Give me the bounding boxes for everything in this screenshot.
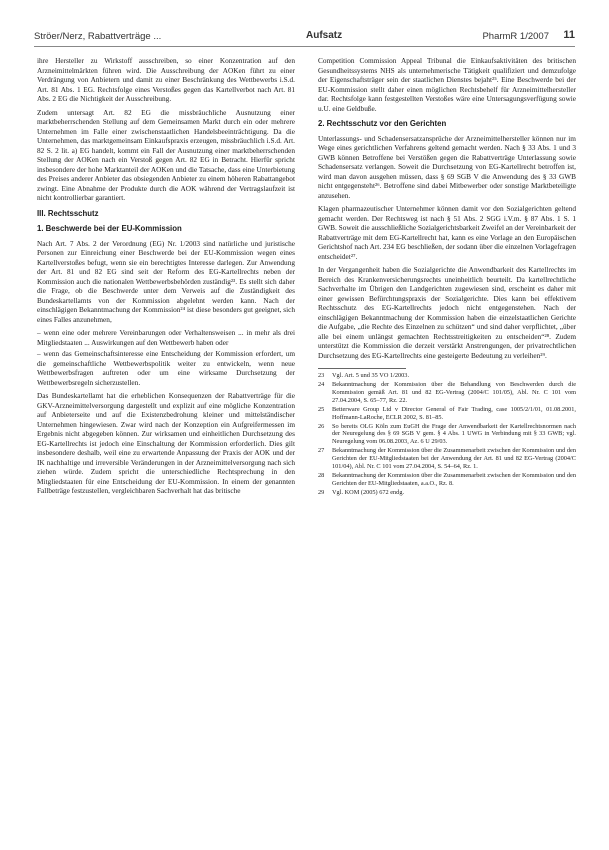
footnote-number: 26 xyxy=(318,422,325,430)
footnote xyxy=(318,406,576,421)
footnote xyxy=(318,381,576,404)
paragraph: ihre Hersteller zu Wirkstoff ausschreiben, so einer Konzentration auf den Arzneimittelmärkten führen wird. Die Ausschreibung der AOKen führt zu einer Verdrängung von Anbietern und damit zu einer Beschränkung des Wettbewerbs i.S.d. Art. 81 Abs. 1 EG. Rechtsfolge eines Verstoßes gegen das Kartellverbot nach Art. 81 Abs. 2 EG die Nichtigkeit der Ausschreibung. xyxy=(37,56,295,103)
footnote-number: 25 xyxy=(318,405,325,413)
page-number: 11 xyxy=(563,29,575,41)
section-heading: III. Rechtsschutz xyxy=(37,208,99,218)
footnote-text: Vgl. KOM (2005) 672 endg. xyxy=(332,488,405,496)
list-item: – wenn das Gemeinschaftsinteresse eine Entscheidung der Kommission erfordert, um die gemeinschaftliche Wettbewerbspolitik weiter zu entwickeln, wenn neue Wettbewerbsfragen auftreten oder um eine wirksame Durchsetzung der Wettbewerbsregeln sicherzustellen. xyxy=(37,349,295,387)
paragraph: Competition Commission Appeal Tribunal die Einkaufsaktivitäten des britischen Gesundheitssystems NHS als unternehmerische Tätigkeit qualifiziert und demzufolge der Eigenschaftsträger sein der staatlichen Dienstes bejaht²⁵. Eine Beschwerde bei der EU-Kommission stellt daher einen möglichen Rechtsbehelf für Arzneimittelhersteller dar. Rechtsfolge kann festgestellten Verstoßes wäre eine Untersagungsverfügung sowie u.U. eine Geldbuße. xyxy=(318,56,576,113)
left-column xyxy=(37,56,295,500)
paragraph: Nach Art. 7 Abs. 2 der Verordnung (EG) Nr. 1/2003 sind natürliche und juristische Personen zur Einreichung einer Beschwerde bei der EU-Kommission wegen eines Kartellverstoßes befugt, wenn sie ein berechtigtes Interesse darlegen. Zur Anwendung der Art. 81 und 82 EG sind seit der Reform des EG-Kartellrechts neben der Kommission auch die nationalen Wettbewerbsbehörden zuständig²³. Es stellt sich daher die Frage, ob die Beschwerde unter dem Verweis auf die Zuständigkeit des Bundeskartellamts von der Kommission abgelehnt werden kann. Nach der einschlägigen Bekanntmachung der Kommission²⁴ ist diese besonders gut geeignet, sich eines Falles anzunehmen, xyxy=(37,238,295,324)
footnote-text: Bekanntmachung der Kommission über die Behandlung von Beschwerden durch die Kommission gemäß Art. 81 und 82 EG-Vertrag (2004/C 101/05), Abl. Nr. C 101 vom 27.04.2004, S. 65–77, Rz. 22. xyxy=(332,381,576,404)
footnote xyxy=(318,447,576,470)
footnote-number: 23 xyxy=(318,372,325,379)
list-item: – wenn eine oder mehrere Vereinbarungen oder Verhaltensweisen ... in mehr als drei Mitgliedstaaten ... Auswirkungen auf den Wettbewerb haben oder xyxy=(37,328,295,347)
footnote xyxy=(318,372,576,380)
footnote-text: Vgl. Art. 5 und 35 VO 1/2003. xyxy=(332,372,410,379)
footnote xyxy=(318,489,576,497)
header-issue: PharmR 1/2007 xyxy=(482,31,549,42)
footnote-number: 27 xyxy=(318,447,325,455)
paragraph: Das Bundeskartellamt hat die erheblichen Konsequenzen der Rabattverträge für die GKV-Arzneimittelversorgung dargestellt und explizit auf eine mögliche Konzentration auf Anbieterseite und auf die Existenzbedrohung kleiner und mittelständischer Unternehmen hingewiesen. Zwar wird nach der Konzeption ein Aufgreifermessen im Ergebnis nicht abgegeben können. Zur wirksamen und einheitlichen Durchsetzung des EG-Kartellrechts ist jedoch eine Einschaltung der Kommission erforderlich. Dies gilt insbesondere deshalb, weil eine zu erwartende Anpassung der Praxis der AOK und der IK nachhaltige und irreversible Veränderungen in der Arzneimittelversorgung nach sich ziehen würde. Zudem spricht die unterschiedliche Rechtsprechung in den Mitgliedstaaten für eine Entscheidung der EU-Kommission. In einem der genannten Fallbeträge festzustellen, vergleichbaren Sachverhalt hat das britische xyxy=(37,391,295,495)
footnote-divider xyxy=(318,368,406,369)
footnote-text: Bekanntmachung der Kommission über die Zusammenarbeit zwischen der Kommission und den Gerichten der EU-Mitgliedstaaten bei der Anwendung der Art. 81 und 82 EG-Vertrag (2004/C 101/04), Abl. Nr. C 101 vom 27.04.2004, S. 54–64, Rz. 1. xyxy=(332,447,576,470)
header-section: Aufsatz xyxy=(306,30,343,41)
footnote-number: 29 xyxy=(318,488,325,496)
header-authors: Ströer/Nerz, Rabattverträge ... xyxy=(34,31,162,42)
right-column xyxy=(318,56,576,498)
running-header xyxy=(34,28,575,47)
paragraph: Unterlassungs- und Schadensersatzansprüche der Arzneimittelhersteller können nur im Wege eines gerichtlichen Verfahrens geltend gemacht werden. Nach § 33 Abs. 1 und 3 GWB können Betroffene bei Verstößen gegen die Rabattverträge Unterlassung sowie Schadensersatz verlangen. Soweit die Durchsetzung von EG-Kartellrecht betroffen ist, wird man davon ausgehen müssen, dass § 69 SGB V die Anwendung des § 33 GWB nicht entgegensteht²⁶. Betroffene sind dabei Mitbewerber oder sonstige Marktbeteiligte anzusehen. xyxy=(318,133,576,200)
paragraph: Klagen pharmazeutischer Unternehmer können damit vor den Sozialgerichten geltend gemacht werden. Der Rechtsweg ist nach § 51 Abs. 2 SGG i.V.m. § 87 Abs. 1 S. 1 GWB. Soweit die ausschließliche Sozialgerichtsbarkeit Zweifel an der Vereinbarkeit der Rabattverträge mit dem EG-Kartellrecht hat, kann es eine Vorlage an den Europäischen Gerichtshof nach Art. 234 EG beschließen, der sodann über die einzelnen Vorlagefragen entscheidet²⁷. xyxy=(318,204,577,261)
footnote-text: Betterware Group Ltd v Director General of Fair Trading, case 1005/2/1/01, 01.08.2001, Hoffmann-LaRoche, ECLR 2002, S. 81–85. xyxy=(332,405,576,421)
footnote-text: So bereits OLG Köln zum EuGH die Frage der Anwendbarkeit der Kartellrechtsnormen nach der Neuregelung des § 69 SGB V gem. § 4 Abs. 1 UWG in Verbindung mit § 33 GWB; vgl. Neuregelung vom 06.08.2003, Az. 6 U 29/03. xyxy=(332,422,576,446)
subsection-heading: 2. Rechtsschutz vor den Gerichten xyxy=(318,119,447,128)
footnote xyxy=(318,472,576,487)
paragraph: In der Vergangenheit haben die Sozialgerichte die Anwendbarkeit des Kartellrechts im Bereich des Krankenversicherungsrechts uneinheitlich beurteilt. Da kartellrechtliche Sachverhalte im Übrigen den Landgerichten zugewiesen sind, erscheint es daher mit einer gewissen Befürchtungspraxis der Sozialgerichte. Dies kann bei effektivem Rechtsschutz des EG-Kartellrechts jedoch nicht entgegenstehen. Nach der einschlägigen Bekanntmachung der Kommission haben die einzelstaatlichen Gerichte die Aufgabe, „die Rechte des Einzelnen zu schützen“ und sind daher verpflichtet, „über alle bei einem unlängst gemachten Rechtsstreitigkeiten zu entscheiden“²⁸. Zudem unterstützt die Kommission die derzeit verstärkt Anstrengungen, der privatrechtlichen Durchsetzung des EG-Kartellrechts eine gesteigerte Bedeutung zu verleihen²⁹. xyxy=(318,265,576,360)
footnotes xyxy=(318,372,576,497)
footnote-number: 24 xyxy=(318,381,325,389)
footnote-number: 28 xyxy=(318,471,325,479)
paragraph: Zudem untersagt Art. 82 EG die missbräuchliche Ausnutzung einer marktbeherrschenden Stellung auf dem Gemeinsamen Markt durch ein oder mehrere Unternehmen im Falle einer zwischenstaatlichen Handelsbeeinträchtigung. Da die Unternehmen, das marktgemeinsam Einkaufspraxis erzeugen, missbräuchlich i.S.d. Art. 82 S. 2 lit. a) EG handelt, kommt ein Fall der Ausnutzung einer marktbeherrschenden Stellung der AOKen nach ein Verstoß gegen Art. 82 EG in Betracht. Hierfür spricht insbesondere der hohe Marktanteil der AOKen und die Tatsache, dass eine Unterbietung des Preises anderer Anbieter das obsiegenden Anbieter zu einem höheren Rabattangebot zwingt. Eine Abnahme der Produkte durch die AOK während der Vertragslaufzeit ist nicht kontrollierbar garantiert. xyxy=(37,107,295,202)
footnote xyxy=(318,423,576,446)
subsection-heading: 1. Beschwerde bei der EU-Kommission xyxy=(37,224,182,233)
footnote-text: Bekanntmachung der Kommission über die Zusammenarbeit zwischen der Kommission und den Gerichten der EU-Mitgliedstaaten, a.a.O., Rz. 8. xyxy=(332,471,576,487)
bullet-list xyxy=(37,328,295,387)
